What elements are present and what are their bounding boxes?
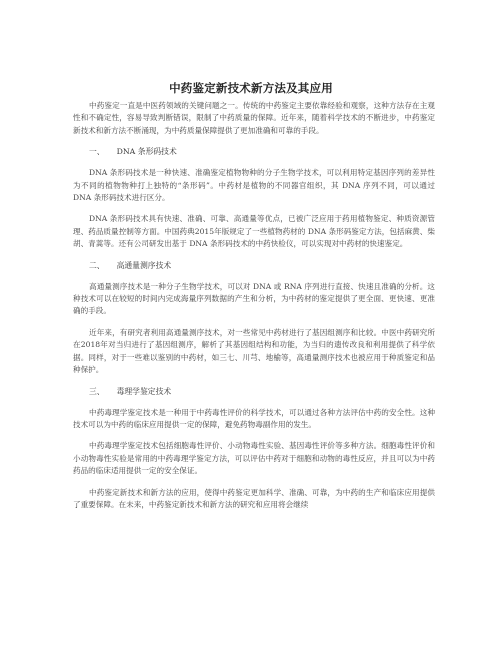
section-title: 毒理学鉴定技术	[116, 386, 172, 396]
section-title: DNA 条形码技术	[116, 147, 177, 157]
intro-paragraph: 中药鉴定一直是中医药领域的关键问题之一。传统的中药鉴定主要依靠经验和观察，这种方法存在主观性和不确定性，容易导致判断错误，限制了中药质量的保障。近年来，随着科学技术的不断进步，中药鉴定新技术和新方法不断涌现，为中药质量保障提供了更加准确和可靠的手段。	[73, 101, 435, 135]
section-heading-2	[89, 260, 435, 272]
document-title: 中药鉴定新技术新方法及其应用	[169, 81, 333, 95]
section-1-paragraph-1: DNA 条形码技术是一种快速、准确鉴定植物物种的分子生物学技术，可以利用特定基因序列的差异性为不同的植物物种打上独特的“条形码”。中药材是植物的不同器官组织，其 DNA 序列不同，可以通过 DNA 条形码技术进行区分。	[73, 168, 435, 203]
section-3-paragraph-1: 中药毒理学鉴定技术是一种用于中药毒性评价的科学技术，可以通过各种方法评估中药的安全性。这种技术可以为中药的临床应用提供一定的保障，避免药物毒副作用的发生。	[73, 407, 435, 429]
section-number: 三、	[89, 386, 105, 396]
section-heading-3	[89, 386, 435, 398]
section-3-paragraph-3: 中药鉴定新技术和新方法的应用，使得中药鉴定更加科学、准确、可靠，为中药的生产和临床应用提供了重要保障。在未来，中药鉴定新技术和新方法的研究和应用将会继续	[73, 487, 435, 509]
document-body	[73, 100, 435, 520]
section-number: 二、	[89, 260, 105, 270]
section-2-paragraph-2: 近年来，有研究者利用高通量测序技术，对一些常见中药材进行了基因组测序和比较。中医中药研究所在2018年对当归进行了基因组测序，解析了其基因组结构和功能，为当归的遗传改良和利用提供了科学依据。同样，对于一些难以鉴别的中药材，如三七、川芎、地榆等，高通量测序技术也被应用于种质鉴定和品种保护。	[73, 327, 435, 375]
section-2-paragraph-1: 高通量测序技术是一种分子生物学技术，可以对 DNA 或 RNA 序列进行直接、快速且准确的分析。这种技术可以在较短的时间内完成海量序列数据的产生和分析，为中药材的鉴定提供了更全面、更快速、更准确的手段。	[73, 281, 435, 316]
section-3-paragraph-2: 中药毒理学鉴定技术包括细胞毒性评价、小动物毒性实验、基因毒性评价等多种方法。细胞毒性评价和小动物毒性实验是常用的中药毒理学鉴定方法，可以评估中药对于细胞和动物的毒性反应，并且可以为中药药品的临床适用提供一定的安全保证。	[73, 441, 435, 476]
section-heading-1	[89, 146, 435, 158]
section-1-paragraph-2: DNA 条形码技术具有快速、准确、可靠、高通量等优点，已被广泛应用于药用植物鉴定、种质资源管理、药品质量控制等方面。中国药典2015年版规定了一些植物药材的 DNA 条形码鉴定方法，包括麻黄、柴胡、青蒿等。还有公司研发出基于 DNA 条形码技术的中药快检仪，可以实现对中药材的快速鉴定。	[73, 214, 435, 249]
section-title: 高通量测序技术	[116, 260, 172, 270]
section-number: 一、	[89, 147, 105, 157]
